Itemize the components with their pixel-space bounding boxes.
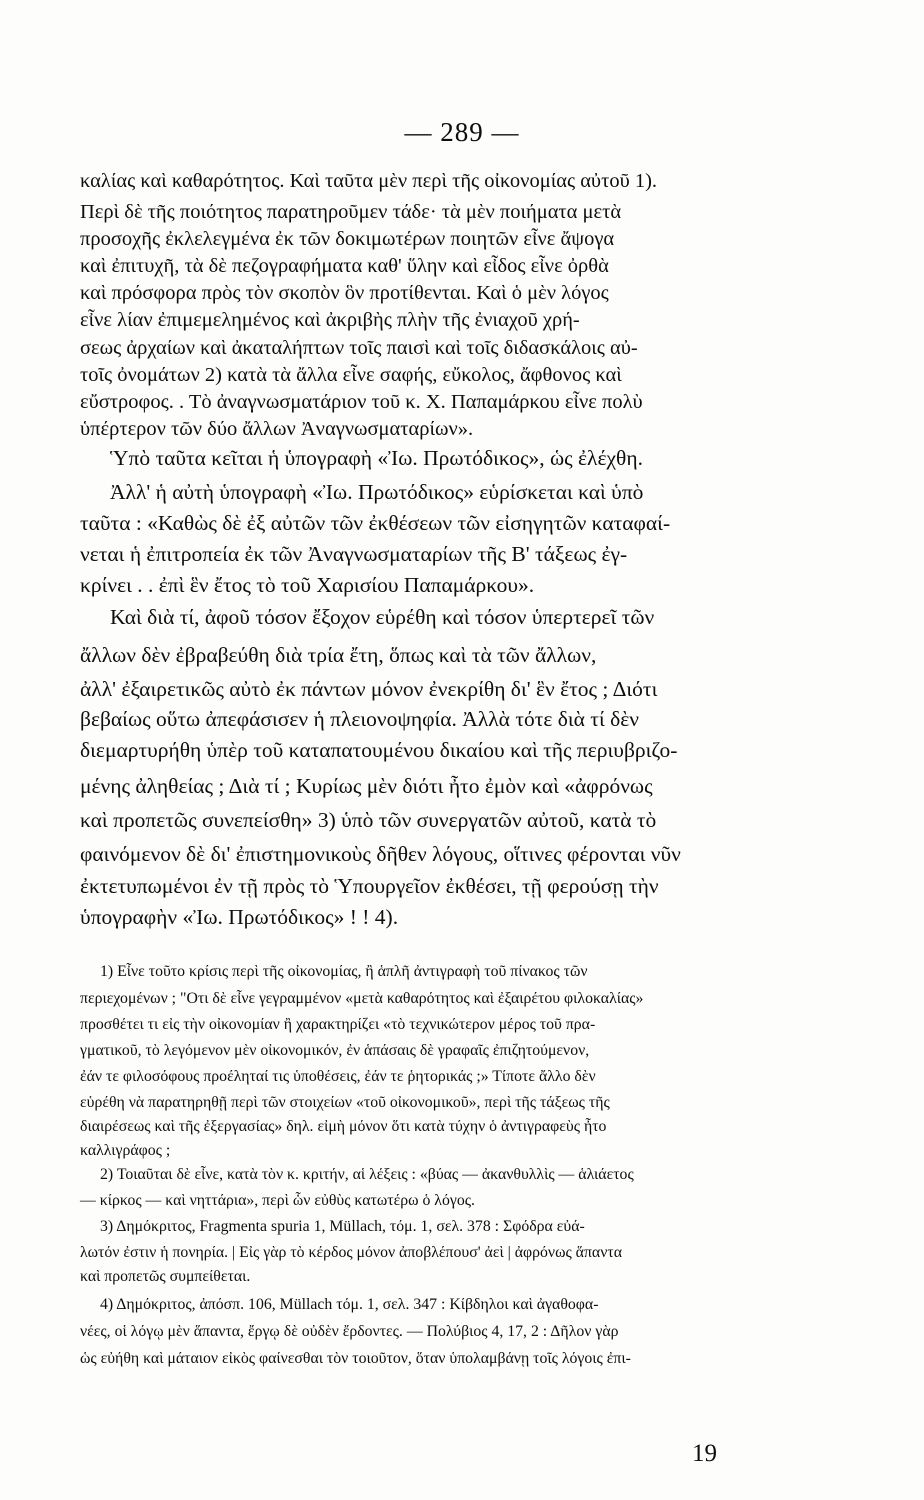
page-number: — 289 — <box>404 117 520 147</box>
body-line: ἀλλ' ἐξαιρετικῶς αὐτὸ ἐκ πάντων μόνον ἐνεκρίθη δι' ἓν ἔτος ; Διότι <box>80 677 658 701</box>
footnote-line: 4) Δημόκριτος, ἀπόσπ. 106, Müllach τόμ. 1, σελ. 347 : Κίβδηλοι καὶ ἀγαθοφα- <box>100 1296 599 1313</box>
body-line: μένης ἀληθείας ; Διὰ τί ; Κυρίως μὲν διότι ἦτο ἐμὸν καὶ «ἀφρόνως <box>80 774 653 798</box>
footnote-line: εὑρέθη νὰ παρατηρηθῇ περὶ τῶν στοιχείων «τοῦ οἰκονομικοῦ», περὶ τῆς τάξεως τῆς <box>80 1094 610 1111</box>
footnote-line: 2) Τοιαῦται δὲ εἶνε, κατὰ τὸν κ. κριτήν, αἱ λέξεις : «βύας — ἀκανθυλλὶς — ἁλιάετος <box>100 1166 634 1183</box>
body-line: κρίνει . . ἐπὶ ἓν ἔτος τὸ τοῦ Χαρισίου Παπαμάρκου». <box>80 573 535 597</box>
body-line: Ἀλλ' ἡ αὐτὴ ὑπογραφὴ «Ἰω. Πρωτόδικος» εὑρίσκεται καὶ ὑπὸ <box>110 480 644 504</box>
body-line: καὶ προπετῶς συνεπείσθη» 3) ὑπὸ τῶν συνεργατῶν αὐτοῦ, κατὰ τὸ <box>80 808 657 832</box>
quote-line: Περὶ δὲ τῆς ποιότητος παρατηροῦμεν τάδε· τὰ μὲν ποιήματα μετὰ <box>80 201 622 223</box>
body-line: φαινόμενον δὲ δι' ἐπιστημονικοὺς δῆθεν λόγους, οἵτινες φέρονται νῦν <box>80 842 681 866</box>
body-line: βεβαίως οὕτω ἀπεφάσισεν ἡ πλειονοψηφία. Ἀλλὰ τότε διὰ τί δὲν <box>80 707 639 731</box>
footnote-line: καλλιγράφος ; <box>80 1142 171 1159</box>
footnote-line: προσθέτει τι εἰς τὴν οἰκονομίαν ἢ χαρακτηρίζει «τὸ τεχνικώτερον μέρος τοῦ πρα- <box>80 1016 596 1033</box>
body-line: ὑπογραφὴν «Ἰω. Πρωτόδικος» ! ! 4). <box>80 905 399 929</box>
footnote-line: περιεχομένων ; "Οτι δὲ εἶνε γεγραμμένον «μετὰ καθαρότητος καὶ ἐξαιρέτου φιλοκαλίας» <box>80 990 644 1007</box>
body-line: διεμαρτυρήθη ὑπὲρ τοῦ καταπατουμένου δικαίου καὶ τῆς περιυβριζο- <box>80 738 678 762</box>
quote-line: καὶ ἐπιτυχῆ, τὰ δὲ πεζογραφήματα καθ' ὕλην καὶ εἶδος εἶνε ὀρθὰ <box>80 255 609 277</box>
footnote-line: ὡς εὐήθη καὶ μάταιον εἰκὸς φαίνεσθαι τὸν τοιοῦτον, ὅταν ὑπολαμβάνῃ τοῖς λόγοις ἐπι- <box>80 1350 631 1367</box>
footnote-line: — κίρκος — καὶ νηττάρια», περὶ ὧν εὐθὺς κατωτέρω ὁ λόγος. <box>80 1192 475 1209</box>
footnote-line: ἐάν τε φιλοσόφους προέληταί τις ὑποθέσεις, ἐάν τε ῥητορικάς ;» Τίποτε ἄλλο δὲν <box>80 1068 596 1085</box>
body-line: Ὑπὸ ταῦτα κεῖται ἡ ὑπογραφὴ «Ἰω. Πρωτόδικος», ὡς ἐλέχθη. <box>110 446 643 470</box>
quote-line: καλίας καὶ καθαρότητος. Καὶ ταῦτα μὲν περὶ τῆς οἰκονομίας αὐτοῦ 1). <box>80 170 658 192</box>
footnote-line: καὶ προπετῶς συμπείθεται. <box>80 1268 251 1285</box>
footnote-line: νέες, οἱ λόγῳ μὲν ἅπαντα, ἔργῳ δὲ οὐδὲν ἔρδοντες. — Πολύβιος 4, 17, 2 : Δῆλον γὰρ <box>80 1323 619 1340</box>
body-line: ἄλλων δὲν ἐβραβεύθη διὰ τρία ἔτη, ὅπως καὶ τὰ τῶν ἄλλων, <box>80 643 597 667</box>
quote-line: σεως ἀρχαίων καὶ ἀκαταλήπτων τοῖς παισὶ καὶ τοῖς διδασκάλοις αὐ- <box>80 337 638 359</box>
quote-line: καὶ πρόσφορα πρὸς τὸν σκοπὸν ὃν προτίθενται. Καὶ ὁ μὲν λόγος <box>80 282 609 304</box>
quote-line: τοῖς ὀνομάτων 2) κατὰ τὰ ἄλλα εἶνε σαφής, εὔκολος, ἄφθονος καὶ <box>80 364 622 386</box>
quote-line: εἶνε λίαν ἐπιμεμελημένος καὶ ἀκριβὴς πλὴν τῆς ἐνιαχοῦ χρή- <box>80 309 580 331</box>
quote-line: προσοχῆς ἐκλελεγμένα ἐκ τῶν δοκιμωτέρων ποιητῶν εἶνε ἄψογα <box>80 228 615 250</box>
quote-line: εὔστροφος. . Τὸ ἀναγνωσματάριον τοῦ κ. Χ. Παπαμάρκου εἶνε πολὺ <box>80 391 643 413</box>
footnote-line: διαιρέσεως καὶ τῆς ἐξεργασίας» δηλ. εἰμὴ μόνον ὅτι κατὰ τύχην ὁ ἀντιγραφεὺς ἦτο <box>80 1118 607 1135</box>
body-line: νεται ἡ ἐπιτροπεία ἐκ τῶν Ἀναγνωσματαρίων τῆς Β' τάξεως ἐγ- <box>80 542 628 566</box>
body-line: ἐκτετυπωμένοι ἐν τῇ πρὸς τὸ Ὑπουργεῖον ἐκθέσει, τῇ φερούσῃ τὴν <box>80 874 659 898</box>
footnote-line: 3) Δημόκριτος, Fragmenta spuria 1, Müllach, τόμ. 1, σελ. 378 : Σφόδρα εὐά- <box>100 1218 585 1235</box>
footnote-line: λωτόν ἐστιν ἡ πονηρία. | Εἰς γὰρ τὸ κέρδος μόνον ἀποβλέπουσ' ἀεὶ | ἀφρόνως ἅπαντα <box>80 1244 622 1261</box>
body-line: Καὶ διὰ τί, ἀφοῦ τόσον ἔξοχον εὑρέθη καὶ τόσον ὑπερτερεῖ τῶν <box>110 605 655 629</box>
quote-line: ὑπέρτερον τῶν δύο ἄλλων Ἀναγνωσματαρίων». <box>80 418 474 440</box>
body-line: ταῦτα : «Καθὼς δὲ ἐξ αὐτῶν τῶν ἐκθέσεων τῶν εἰσηγητῶν καταφαί- <box>80 511 671 535</box>
footnote-line: γματικοῦ, τὸ λεγόμενον μὲν οἰκονομικόν, ἐν ἁπάσαις δὲ γραφαῖς ἐπιζητούμενον, <box>80 1042 590 1059</box>
signature-mark: 19 <box>692 1440 717 1467</box>
footnote-line: 1) Εἶνε τοῦτο κρίσις περὶ τῆς οἰκονομίας, ἢ ἁπλῆ ἀντιγραφὴ τοῦ πίνακος τῶν <box>100 963 588 980</box>
